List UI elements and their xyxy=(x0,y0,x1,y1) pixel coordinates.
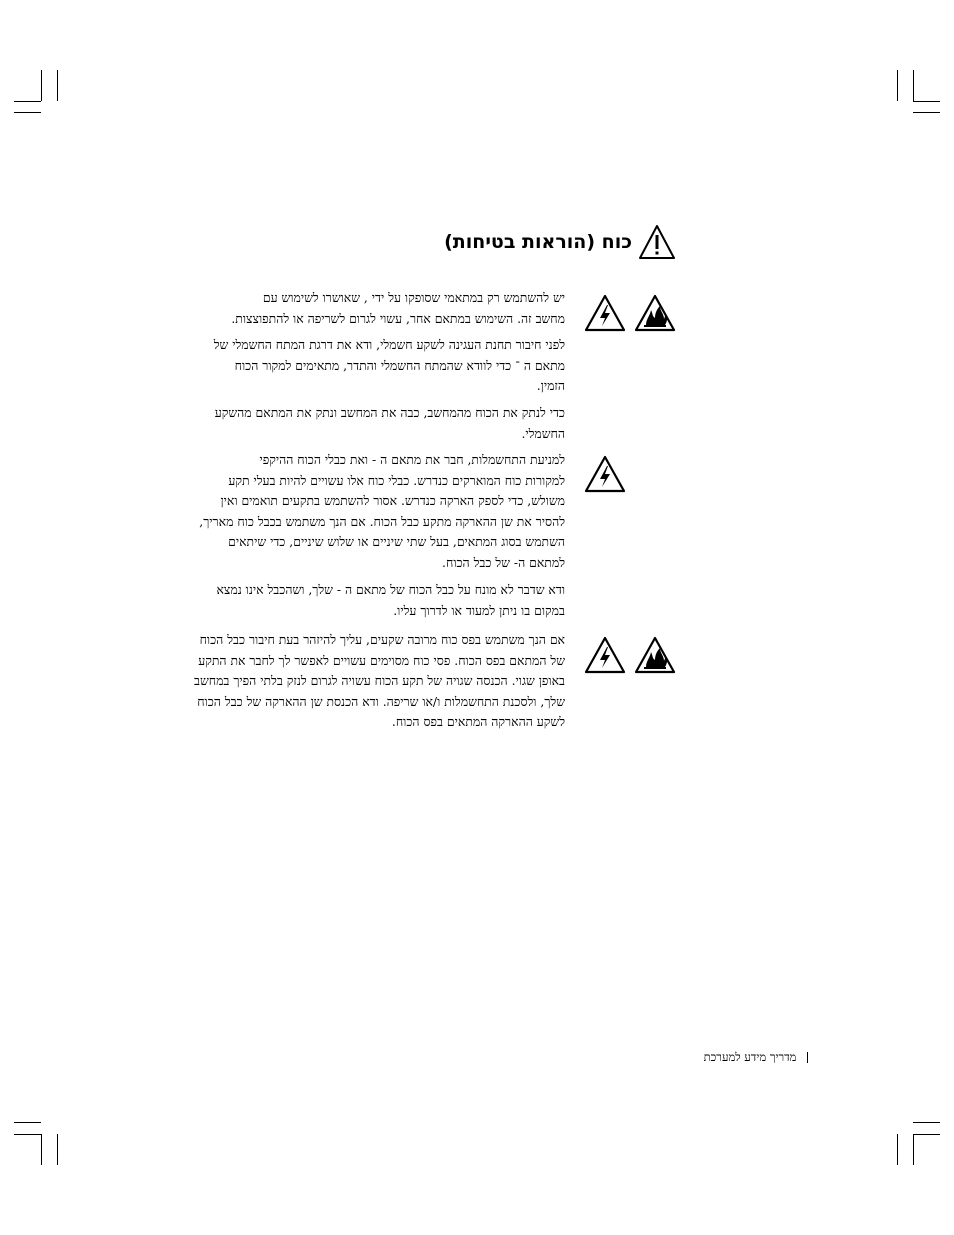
text-line: לפני חיבור תחנת העגינה לשקע חשמלי, ודא את דרגת המתח החשמלי של xyxy=(213,337,565,352)
text-line: משולש, כדי לספק הארקה כנדרש. אסור להשתמש בתקעים תואמים ואין xyxy=(220,493,565,508)
text-line: במקום בו ניתן למעוד או לדרוך עליו. xyxy=(393,602,565,618)
text-line: למתאם ה- של כבל הכוח. xyxy=(442,554,565,570)
text-line: באופן שגוי. הכנסה שגויה של תקע הכוח עשויה לגרום לנזק בלתי הפיך במחשב xyxy=(194,673,565,688)
warning-icons-group xyxy=(584,455,626,493)
crop-mark xyxy=(897,70,898,101)
crop-mark xyxy=(913,1134,914,1165)
text-line: מחשב זה. השימוש במתאם אחר, עשוי לגרום לשריפה או להתפוצצות. xyxy=(231,310,565,326)
crop-mark xyxy=(913,1122,940,1123)
footer-divider xyxy=(807,1052,809,1063)
crop-mark xyxy=(913,70,914,101)
paragraph xyxy=(128,450,565,573)
text-line: לשקע ההארקה המתאים בפס הכוח. xyxy=(391,714,565,729)
paragraph xyxy=(128,580,565,621)
electric-shock-icon xyxy=(584,294,626,332)
warning-icons-group xyxy=(584,636,676,674)
text-line: להסיר את שן ההארקה מתקע כבל הכוח. אם הנך משתמש בכבל כוח מאריך, xyxy=(199,513,565,529)
paragraph xyxy=(128,335,565,397)
electric-shock-icon xyxy=(584,455,626,493)
warning-icons-group xyxy=(584,294,676,332)
crop-mark xyxy=(14,112,41,113)
crop-mark xyxy=(57,70,58,101)
crop-mark xyxy=(913,112,940,113)
text-line: למקורות כוח המוארקים כנדרש. כבלי כוח אלו עשויים להיות בעלי תקע xyxy=(228,472,565,488)
crop-mark xyxy=(41,70,42,101)
text-line: שלך, ולסכנת התחשמלות ו/או שריפה. ודא הכנסת שן ההארקה של כבל הכוח xyxy=(197,693,565,709)
paragraph xyxy=(128,403,565,444)
crop-mark xyxy=(897,1134,898,1165)
electric-shock-icon xyxy=(584,636,626,674)
crop-mark xyxy=(14,1134,41,1135)
paragraph xyxy=(128,288,565,329)
text-line: השתמש בסוג המתאים, בעל שתי שיניים או שלוש שיניים, כדי שיתאים xyxy=(228,534,565,549)
text-line: ודא שדבר לא מונח על כבל הכוח של מתאם ה - שלך, ושהכבל אינו נמצא xyxy=(216,582,565,597)
section-heading xyxy=(440,222,676,262)
crop-mark xyxy=(913,101,940,102)
text-line: החשמלי. xyxy=(521,425,565,441)
page-title: כוח (הוראות בטיחות) xyxy=(444,231,632,253)
crop-mark xyxy=(14,101,41,102)
footer-title: מדריך מידע למערכת xyxy=(703,1050,797,1064)
fire-hazard-icon xyxy=(634,294,676,332)
text-line: הזמין. xyxy=(536,378,565,393)
paragraph xyxy=(128,630,565,733)
fire-hazard-icon xyxy=(634,636,676,674)
crop-mark xyxy=(913,1134,940,1135)
text-line: למניעת התחשמלות, חבר את מתאם ה - ואת כבלי הכוח ההיקפי xyxy=(259,452,565,467)
text-line: של המתאם בפס הכוח. פסי כוח מסוימים עשויים לאפשר לך לחבר את התקע xyxy=(198,652,565,668)
crop-mark xyxy=(14,1122,41,1123)
text-line: יש להשתמש רק במתאמי שסופקו על ידי , שאושרו לשימוש עם xyxy=(262,290,565,305)
caution-icon xyxy=(638,224,676,260)
text-line: כדי לנתק את הכוח מהמחשב, כבה את המחשב ונתק את המתאם מהשקע xyxy=(214,405,565,420)
crop-mark xyxy=(57,1134,58,1165)
text-line: מתאם ה ־ כדי לוודא שהמתח החשמלי והתדר, מתאימים למקור הכוח xyxy=(234,357,565,373)
page-footer xyxy=(690,1048,808,1066)
text-line: אם הנך משתמש בפס כוח מרובה שקעים, עליך להיזהר בעת חיבור כבל הכוח xyxy=(199,632,565,647)
crop-mark xyxy=(41,1134,42,1165)
